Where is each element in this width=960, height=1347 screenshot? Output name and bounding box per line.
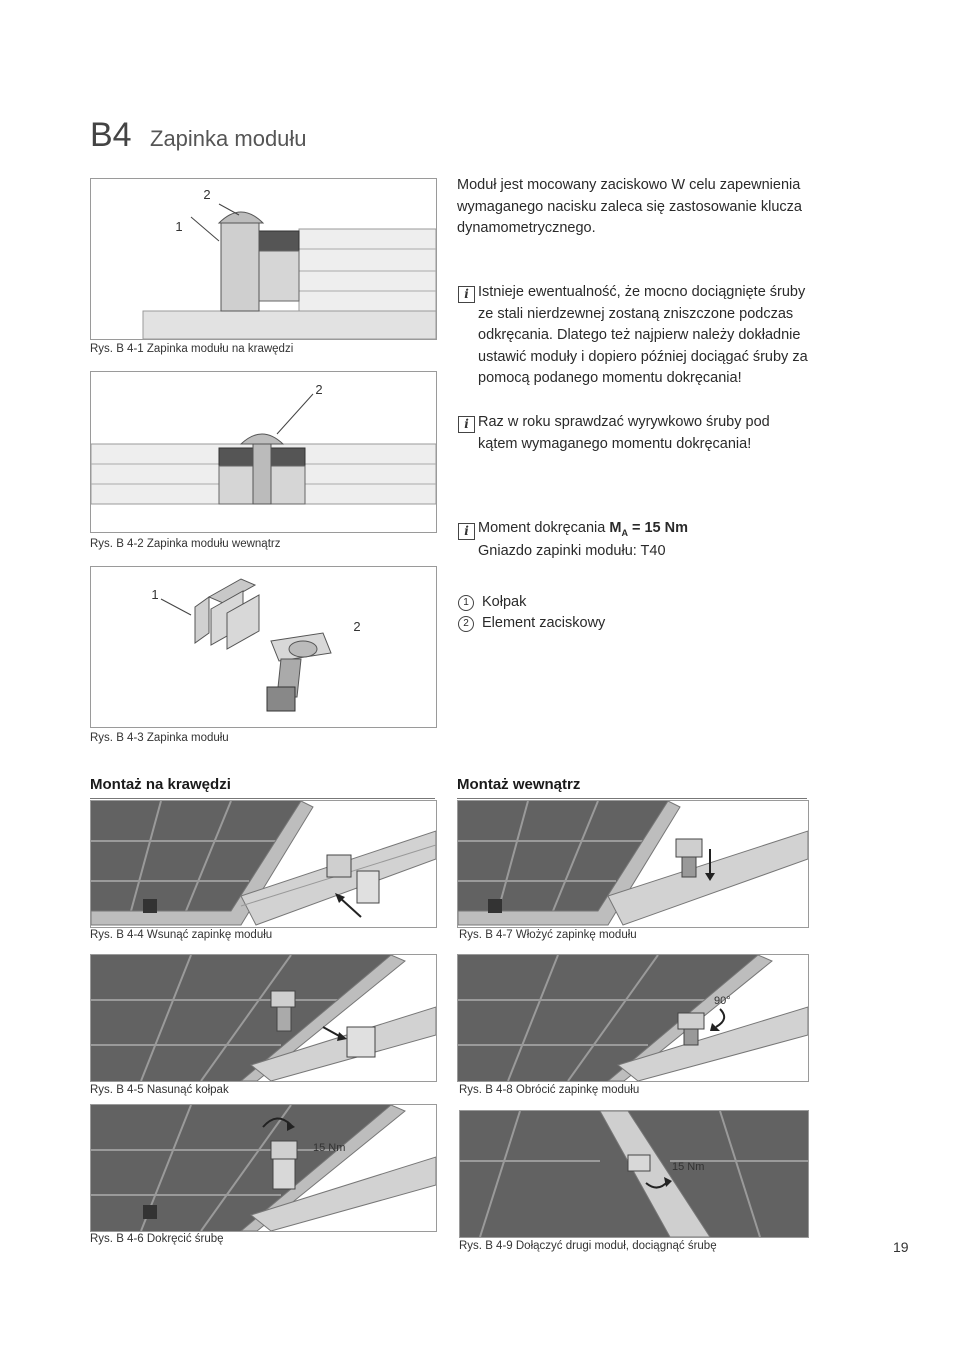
legend-label: Kołpak <box>482 594 527 610</box>
section-divider <box>90 798 435 799</box>
torque-symbol: M <box>609 520 622 536</box>
caption-fig2: Rys. B 4-2 Zapinka modułu wewnątrz <box>90 538 281 550</box>
torque-prefix: Moment dokręcania <box>478 520 610 536</box>
callout-1: 1 <box>175 219 183 234</box>
page-number: 19 <box>893 1239 909 1255</box>
chapter-number: B4 <box>90 116 132 154</box>
callout-1: 1 <box>151 587 159 602</box>
section-divider <box>457 798 807 799</box>
info-icon: i <box>458 416 475 433</box>
legend-number: 1 <box>458 595 474 611</box>
socket-line: Gniazdo zapinki modułu: T40 <box>478 543 666 559</box>
torque-label: 15 Nm <box>672 1161 705 1173</box>
section-inside-title: Montaż wewnątrz <box>457 776 581 793</box>
angle-label: 90° <box>714 995 731 1007</box>
torque-subscript: A <box>621 527 628 538</box>
note-1: Istnieje ewentualność, że mocno dociągnięte śruby ze stali nierdzewnej zostaną zniszczone podczas odkręcania. Dlatego też najpierw należy dokładnie ustawić moduły i dopiero później dociągać śruby za pomocą podanego momentu dokręcania! <box>478 284 808 386</box>
legend-item-1 <box>458 592 526 614</box>
figure-inside-clamp <box>90 371 437 533</box>
step-slide-drawing <box>91 801 436 927</box>
caption-fig3: Rys. B 4-3 Zapinka modułu <box>90 732 229 744</box>
step-join-drawing <box>460 1111 808 1237</box>
callout-2: 2 <box>203 187 211 202</box>
section-edge-title: Montaż na krawędzi <box>90 776 231 793</box>
caption-fig5: Rys. B 4-5 Nasunąć kołpak <box>90 1084 229 1096</box>
figure-step-insert-clamp <box>457 800 809 928</box>
chapter-title: Zapinka modułu <box>150 126 307 151</box>
caption-fig6: Rys. B 4-6 Dokręcić śrubę <box>90 1233 224 1245</box>
edge-clamp-drawing <box>91 179 436 339</box>
step-tighten-drawing <box>91 1105 436 1231</box>
intro-text: Moduł jest mocowany zaciskowo W celu zapewnienia wymaganego nacisku zaleca się zastosowanie klucza dynamometrycznego. <box>457 177 802 236</box>
callout-2: 2 <box>315 382 323 397</box>
step-cap-drawing <box>91 955 436 1081</box>
callout-2: 2 <box>353 619 361 634</box>
figure-step-cap <box>90 954 437 1082</box>
caption-fig4: Rys. B 4-4 Wsunąć zapinkę modułu <box>90 929 273 941</box>
legend-number: 2 <box>458 616 474 632</box>
inside-clamp-drawing <box>91 372 436 532</box>
info-icon: i <box>458 523 475 540</box>
torque-label: 15 Nm <box>313 1142 346 1154</box>
info-icon: i <box>458 286 475 303</box>
torque-value: = 15 Nm <box>627 520 689 536</box>
figure-step-slide-clamp <box>90 800 437 928</box>
step-insert-drawing <box>458 801 808 927</box>
note-2: Raz w roku sprawdzać wyrywkowo śruby pod kątem wymaganego momentu dokręcania! <box>478 414 770 452</box>
legend-item-2 <box>458 613 605 635</box>
caption-fig9: Rys. B 4-9 Dołączyć drugi moduł, dociągnąć śrubę <box>459 1240 717 1252</box>
figure-clamp-parts <box>90 566 437 728</box>
legend-label: Element zaciskowy <box>482 615 606 631</box>
step-rotate-drawing <box>458 955 808 1081</box>
figure-step-join-module <box>459 1110 809 1238</box>
figure-step-rotate <box>457 954 809 1082</box>
caption-fig7: Rys. B 4-7 Włożyć zapinkę modułu <box>459 929 637 941</box>
caption-fig1: Rys. B 4-1 Zapinka modułu na krawędzi <box>90 343 294 355</box>
figure-step-tighten <box>90 1104 437 1232</box>
caption-fig8: Rys. B 4-8 Obrócić zapinkę modułu <box>459 1084 640 1096</box>
figure-edge-clamp <box>90 178 437 340</box>
